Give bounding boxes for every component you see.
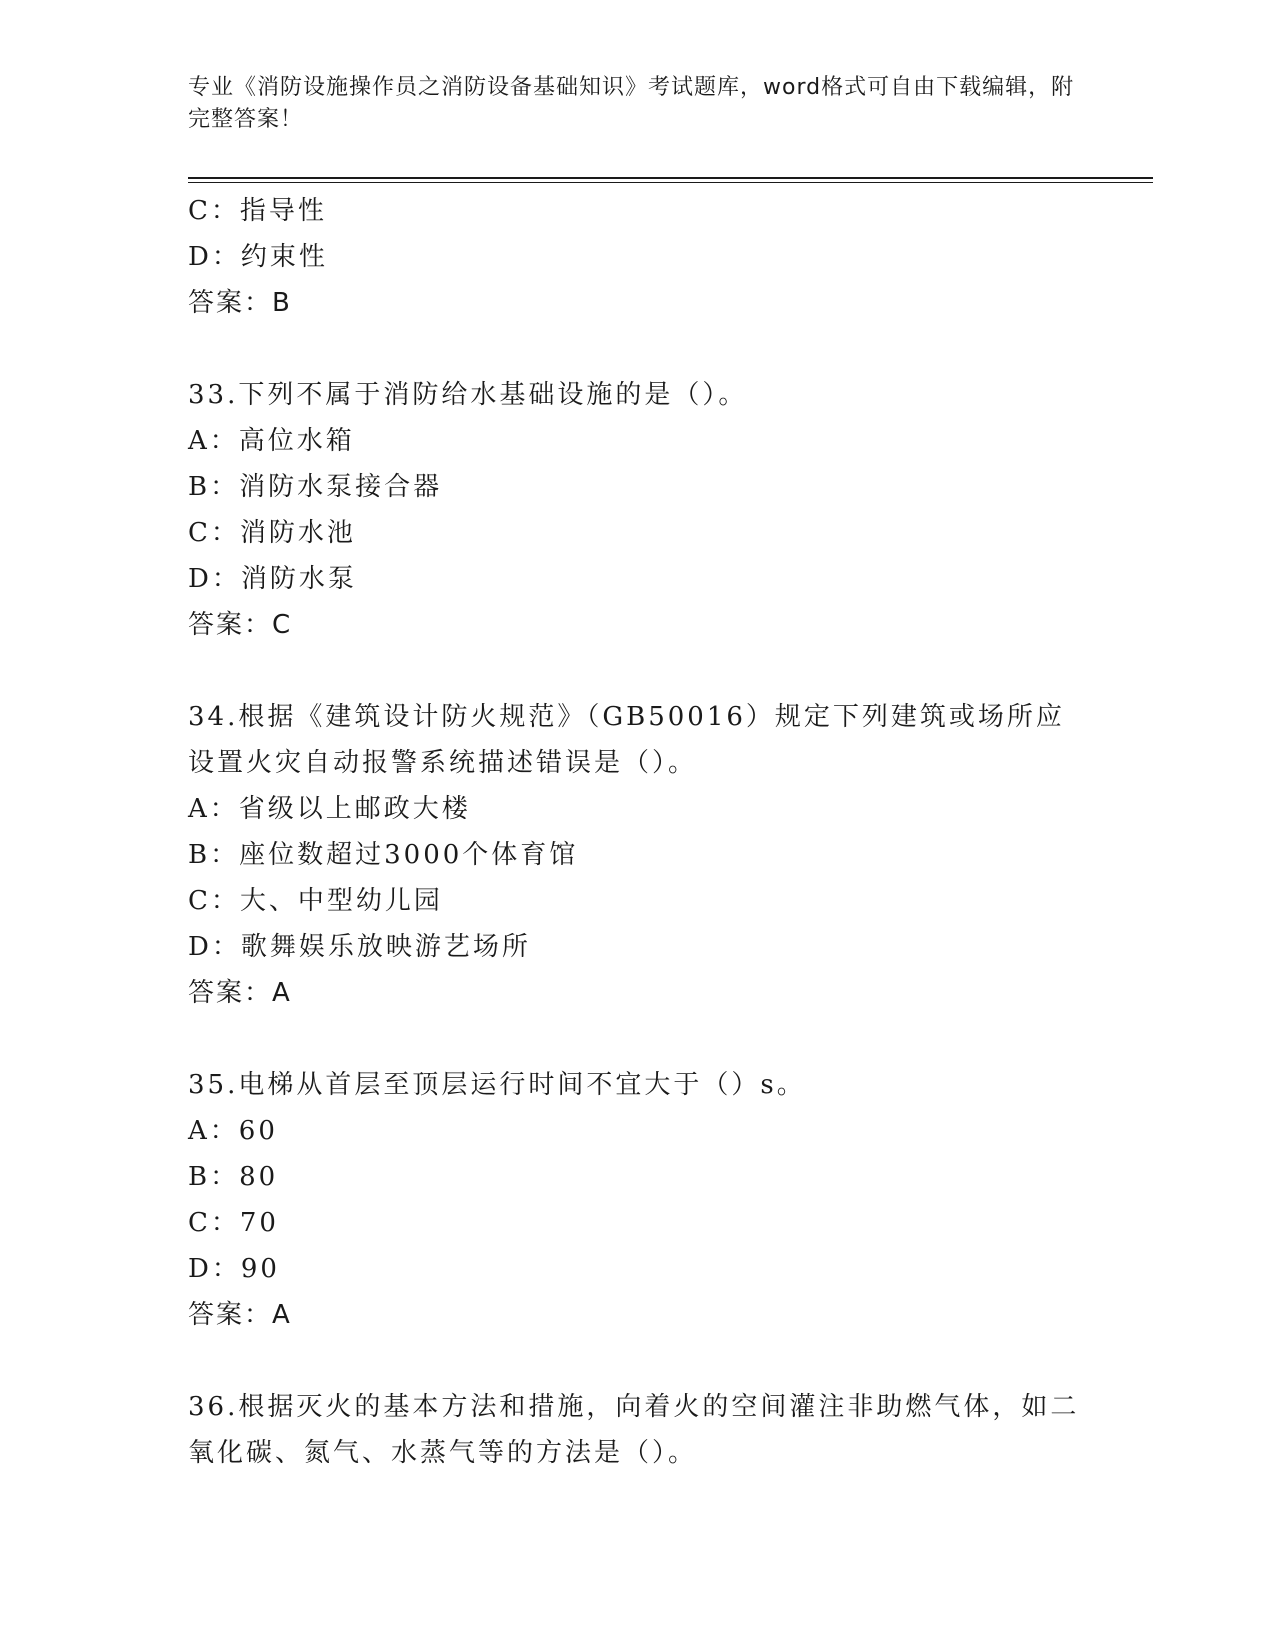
question-35 [188, 1062, 1088, 1338]
option-d: D：约束性 [188, 242, 328, 272]
header-rule-thin [188, 182, 1153, 183]
page-header [188, 72, 1088, 136]
option-a: A：60 [188, 1116, 278, 1146]
answer-line: 答案：B [188, 288, 292, 318]
question-stem: 36.根据灭火的基本方法和措施，向着火的空间灌注非助燃气体，如二氧化碳、氮气、水蒸气等的方法是（）。 [188, 1392, 1080, 1468]
option-d: D：歌舞娱乐放映游艺场所 [188, 932, 531, 962]
option-c: C：70 [188, 1208, 279, 1238]
answer-line: 答案：A [188, 978, 292, 1008]
question-32-tail [188, 188, 1088, 326]
option-c: C：大、中型幼儿园 [188, 886, 443, 916]
option-a: A：高位水箱 [188, 426, 355, 456]
option-a: A：省级以上邮政大楼 [188, 794, 471, 824]
option-b: B：座位数超过3000个体育馆 [188, 840, 579, 870]
option-b: B：80 [188, 1162, 279, 1192]
header-rule-thick [188, 177, 1153, 179]
answer-line: 答案：A [188, 1300, 292, 1330]
option-c: C：指导性 [188, 196, 327, 226]
question-stem: 35.电梯从首层至顶层运行时间不宜大于（）s。 [188, 1070, 806, 1100]
question-stem: 34.根据《建筑设计防火规范》（GB50016）规定下列建筑或场所应设置火灾自动报警系统描述错误是（）。 [188, 702, 1065, 778]
option-d: D：消防水泵 [188, 564, 357, 594]
question-34 [188, 694, 1088, 1016]
header-title: 专业《消防设施操作员之消防设备基础知识》考试题库，word格式可自由下载编辑，附完整答案！ [188, 75, 1075, 132]
question-36 [188, 1384, 1088, 1476]
question-33 [188, 372, 1088, 648]
option-c: C：消防水池 [188, 518, 356, 548]
answer-line: 答案：C [188, 610, 293, 640]
option-d: D：90 [188, 1254, 280, 1284]
option-b: B：消防水泵接合器 [188, 472, 443, 502]
question-list [188, 188, 1088, 1476]
question-stem: 33.下列不属于消防给水基础设施的是（）。 [188, 380, 748, 410]
